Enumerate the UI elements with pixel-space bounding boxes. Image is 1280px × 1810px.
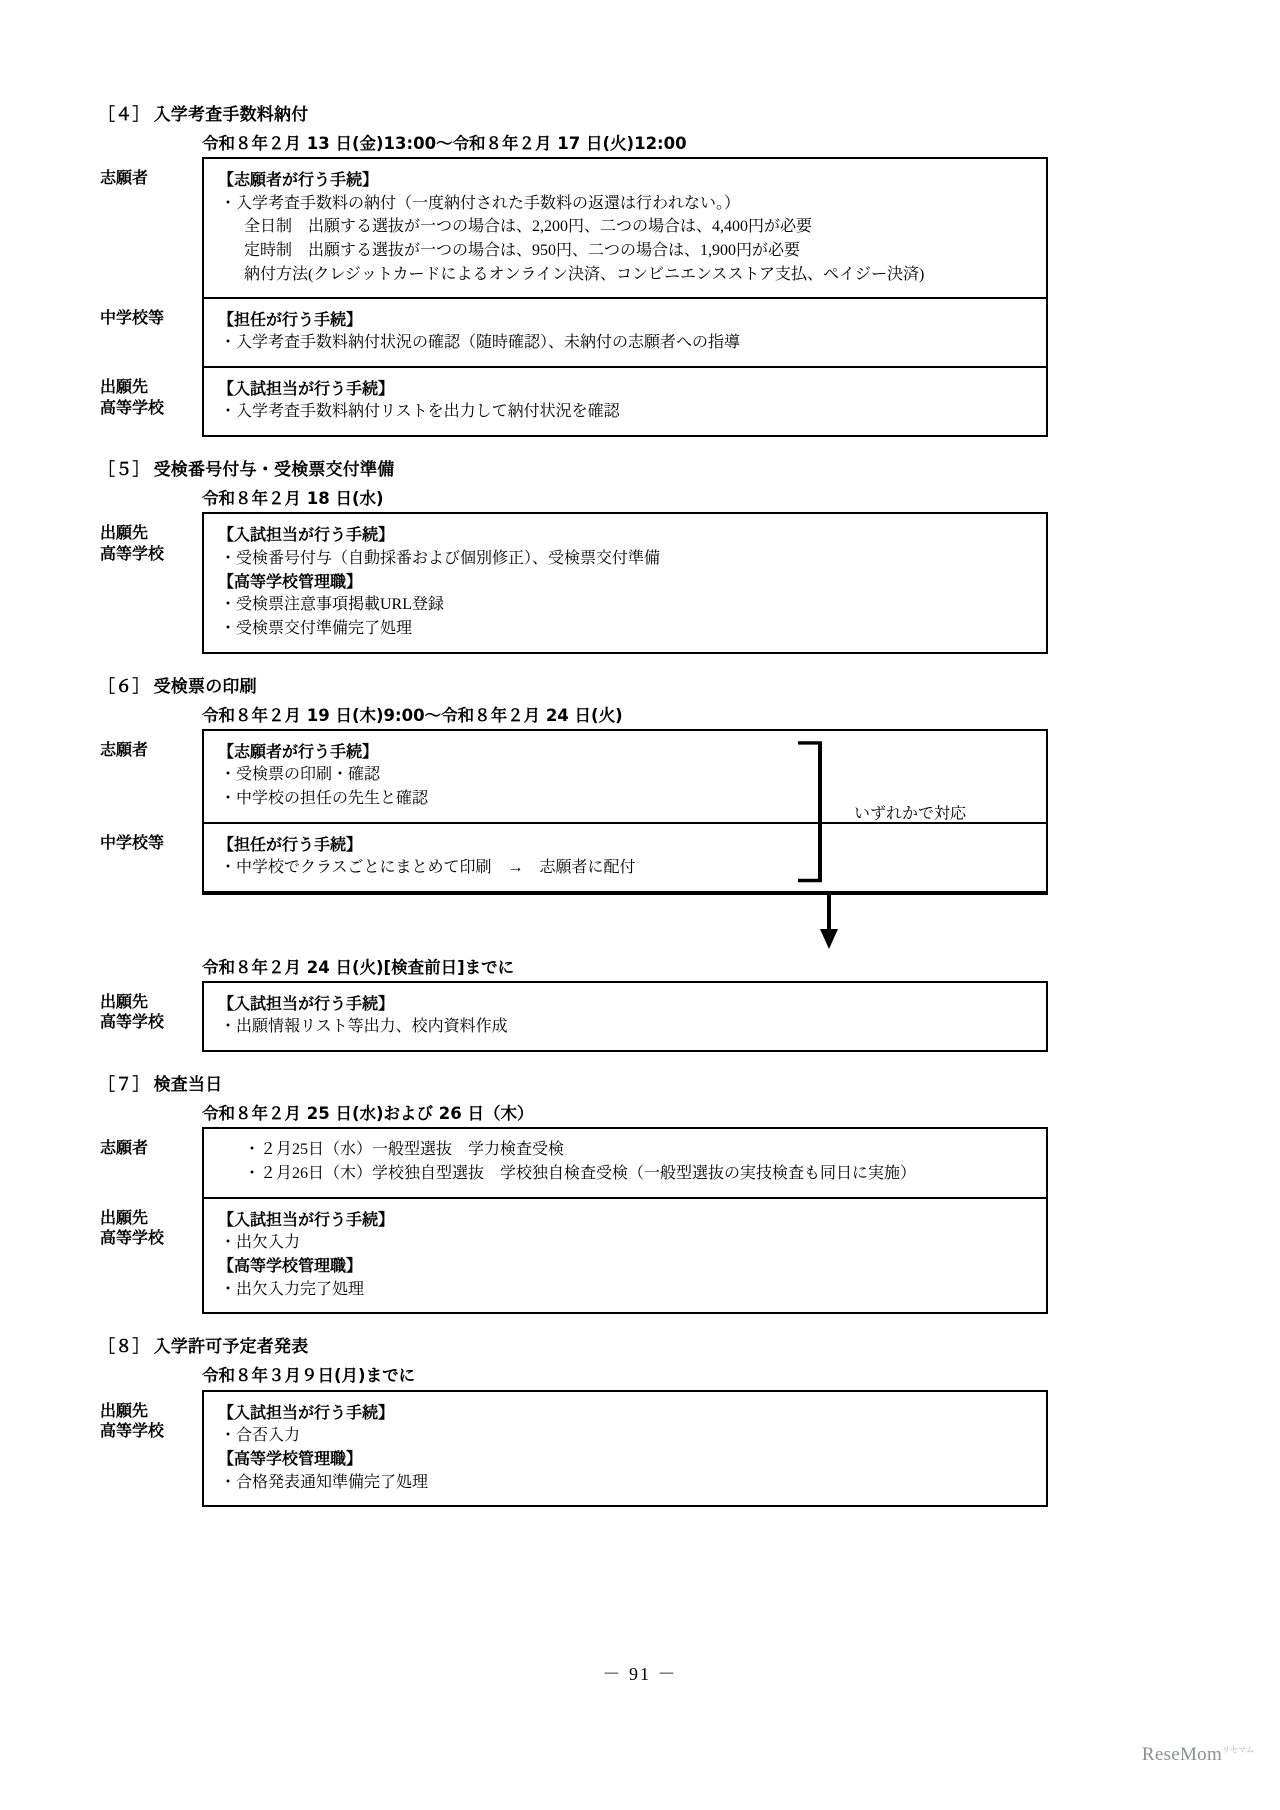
row-role-label xyxy=(100,308,196,328)
procedure-row xyxy=(100,514,1046,651)
procedure-group-title: 【高等学校管理職】 xyxy=(218,1256,363,1276)
procedure-row xyxy=(100,824,1046,893)
row-role-label-line1: 出願先 xyxy=(100,1207,149,1227)
either-or-note: いずれかで対応 xyxy=(854,805,967,823)
section-title: 入学許可予定者発表 xyxy=(153,1337,309,1358)
section-spacer xyxy=(98,1052,1048,1074)
watermark-resemom xyxy=(1142,1744,1254,1766)
row-role-label-line1: 志願者 xyxy=(100,740,149,760)
procedure-block xyxy=(100,157,1048,437)
procedure-block xyxy=(100,1390,1048,1508)
procedure-row xyxy=(100,1129,1046,1198)
row-role-label-line2: 高等学校 xyxy=(100,1012,165,1032)
section-date: 令和８年２月 24 日(火)[検査前日]までに xyxy=(202,957,515,977)
section-spacer xyxy=(98,437,1048,459)
procedure-block xyxy=(100,729,1048,894)
row-role-label xyxy=(100,377,196,418)
section-number: ［７］ xyxy=(98,1074,150,1095)
procedure-row xyxy=(100,159,1046,299)
section-date: 令和８年３月９日(月)までに xyxy=(202,1366,416,1386)
section-number: ［６］ xyxy=(98,676,150,697)
section-heading xyxy=(98,676,1048,699)
procedure-group-title: 【入試担当が行う手続】 xyxy=(218,993,395,1013)
procedure-item: ・受検番号付与（自動採番および個別修正）、受検票交付準備 xyxy=(220,549,661,567)
procedure-row xyxy=(100,299,1046,368)
procedure-item: 全日制 出願する選抜が一つの場合は、2,200円、二つの場合は、4,400円が必要 xyxy=(244,218,813,236)
row-role-label xyxy=(100,168,196,188)
row-role-label-line1: 出願先 xyxy=(100,1400,149,1420)
down-arrow-icon xyxy=(202,895,1048,951)
section-title: 受検番号付与・受検票交付準備 xyxy=(153,459,395,480)
procedure-block xyxy=(100,512,1048,653)
procedure-row xyxy=(100,368,1046,435)
row-role-label-line1: 出願先 xyxy=(100,523,149,543)
section-number: ［５］ xyxy=(98,459,150,480)
procedure-item: 定時制 出願する選抜が一つの場合は、950円、二つの場合は、1,900円が必要 xyxy=(244,241,801,259)
procedure-item: ・２月25日（水）一般型選抜 学力検査受検 xyxy=(244,1141,565,1159)
row-role-label-line2: 高等学校 xyxy=(100,543,165,563)
section-spacer xyxy=(98,654,1048,676)
section-spacer xyxy=(98,1507,1048,1521)
row-role-label-line1: 志願者 xyxy=(100,1138,149,1158)
section-date: 令和８年２月 19 日(木)9:00～令和８年２月 24 日(火) xyxy=(202,705,623,725)
row-role-label-line2: 高等学校 xyxy=(100,397,165,417)
watermark-subtext: リセマム xyxy=(1222,1745,1254,1755)
procedure-group-title: 【高等学校管理職】 xyxy=(218,572,363,592)
procedure-item: 納付方法(クレジットカードによるオンライン決済、コンビニエンスストア支払、ペイジー決済) xyxy=(244,265,925,283)
procedure-group-title: 【志願者が行う手続】 xyxy=(218,170,379,190)
procedure-item: ・中学校の担任の先生と確認 xyxy=(220,789,429,807)
procedure-item: ・受検票注意事項掲載URL登録 xyxy=(220,596,445,614)
procedure-group-title: 【担任が行う手続】 xyxy=(218,834,363,854)
procedure-item: ・入学考査手数料納付リストを出力して納付状況を確認 xyxy=(220,403,620,421)
section-title: 受検票の印刷 xyxy=(153,676,257,697)
row-role-label xyxy=(100,1138,196,1158)
row-role-label xyxy=(100,833,196,853)
procedure-block xyxy=(100,981,1048,1052)
flow-arrow-zone xyxy=(202,895,1048,951)
procedure-group-title: 【高等学校管理職】 xyxy=(218,1449,363,1469)
row-role-label xyxy=(100,1208,196,1249)
procedure-item: ・受検票交付準備完了処理 xyxy=(220,620,413,638)
procedure-group-title: 【入試担当が行う手続】 xyxy=(218,379,395,399)
procedure-item: ・受検票の印刷・確認 xyxy=(220,766,381,784)
row-role-label xyxy=(100,992,196,1033)
procedure-item: ・入学考査手数料納付状況の確認（随時確認）、未納付の志願者への指導 xyxy=(220,334,741,352)
procedure-group-title: 【入試担当が行う手続】 xyxy=(218,525,395,545)
procedure-group-title: 【入試担当が行う手続】 xyxy=(218,1402,395,1422)
procedure-row xyxy=(100,983,1046,1050)
row-role-label-line1: 志願者 xyxy=(100,168,149,188)
procedure-group-title: 【担任が行う手続】 xyxy=(218,310,363,330)
document-content xyxy=(98,104,1048,1521)
section-heading xyxy=(98,104,1048,127)
procedure-row xyxy=(100,731,1046,824)
row-role-label-line1: 出願先 xyxy=(100,991,149,1011)
page-number: － 91 － xyxy=(602,1664,678,1684)
row-role-label-line2: 高等学校 xyxy=(100,1227,165,1247)
procedure-item: ・入学考査手数料の納付（一度納付された手数料の返還は行われない。） xyxy=(220,194,741,212)
row-role-label-line1: 中学校等 xyxy=(100,832,165,852)
procedure-group-title: 【志願者が行う手続】 xyxy=(218,742,379,762)
procedure-item: ・出欠入力完了処理 xyxy=(220,1280,365,1298)
section-date: 令和８年２月 13 日(金)13:00～令和８年２月 17 日(火)12:00 xyxy=(202,133,687,153)
procedure-item: ・出願情報リスト等出力、校内資料作成 xyxy=(220,1018,508,1036)
row-role-label-line2: 高等学校 xyxy=(100,1421,165,1441)
row-role-label xyxy=(100,740,196,760)
section-title: 検査当日 xyxy=(153,1074,223,1095)
procedure-group-title: 【入試担当が行う手続】 xyxy=(218,1209,395,1229)
row-role-label xyxy=(100,1401,196,1442)
procedure-item: ・２月26日（木）学校独自型選抜 学校独自検査受検（一般型選抜の実技検査も同日に実施） xyxy=(244,1164,917,1182)
procedure-item: ・合否入力 xyxy=(220,1426,301,1444)
section-heading xyxy=(98,1074,1048,1097)
section-date: 令和８年２月 18 日(水) xyxy=(202,488,384,508)
row-role-label xyxy=(100,523,196,564)
row-role-label-line1: 出願先 xyxy=(100,377,149,397)
section-number: ［８］ xyxy=(98,1337,150,1358)
procedure-item: ・合格発表通知準備完了処理 xyxy=(220,1473,429,1491)
section-number: ［４］ xyxy=(98,105,150,125)
section-heading xyxy=(98,1336,1048,1359)
section-date: 令和８年２月 25 日(水)および 26 日（木） xyxy=(202,1103,534,1123)
section-spacer xyxy=(98,1314,1048,1336)
procedure-row xyxy=(100,1199,1046,1313)
section-title: 入学考査手数料納付 xyxy=(153,105,309,125)
row-role-label-line1: 中学校等 xyxy=(100,308,165,328)
section-heading xyxy=(98,459,1048,482)
procedure-row xyxy=(100,1392,1046,1506)
procedure-block xyxy=(100,1127,1048,1314)
procedure-item: ・中学校でクラスごとにまとめて印刷 → 志願者に配付 xyxy=(220,858,636,876)
watermark-text: ReseMom xyxy=(1141,1744,1223,1765)
procedure-item: ・出欠入力 xyxy=(220,1233,301,1251)
